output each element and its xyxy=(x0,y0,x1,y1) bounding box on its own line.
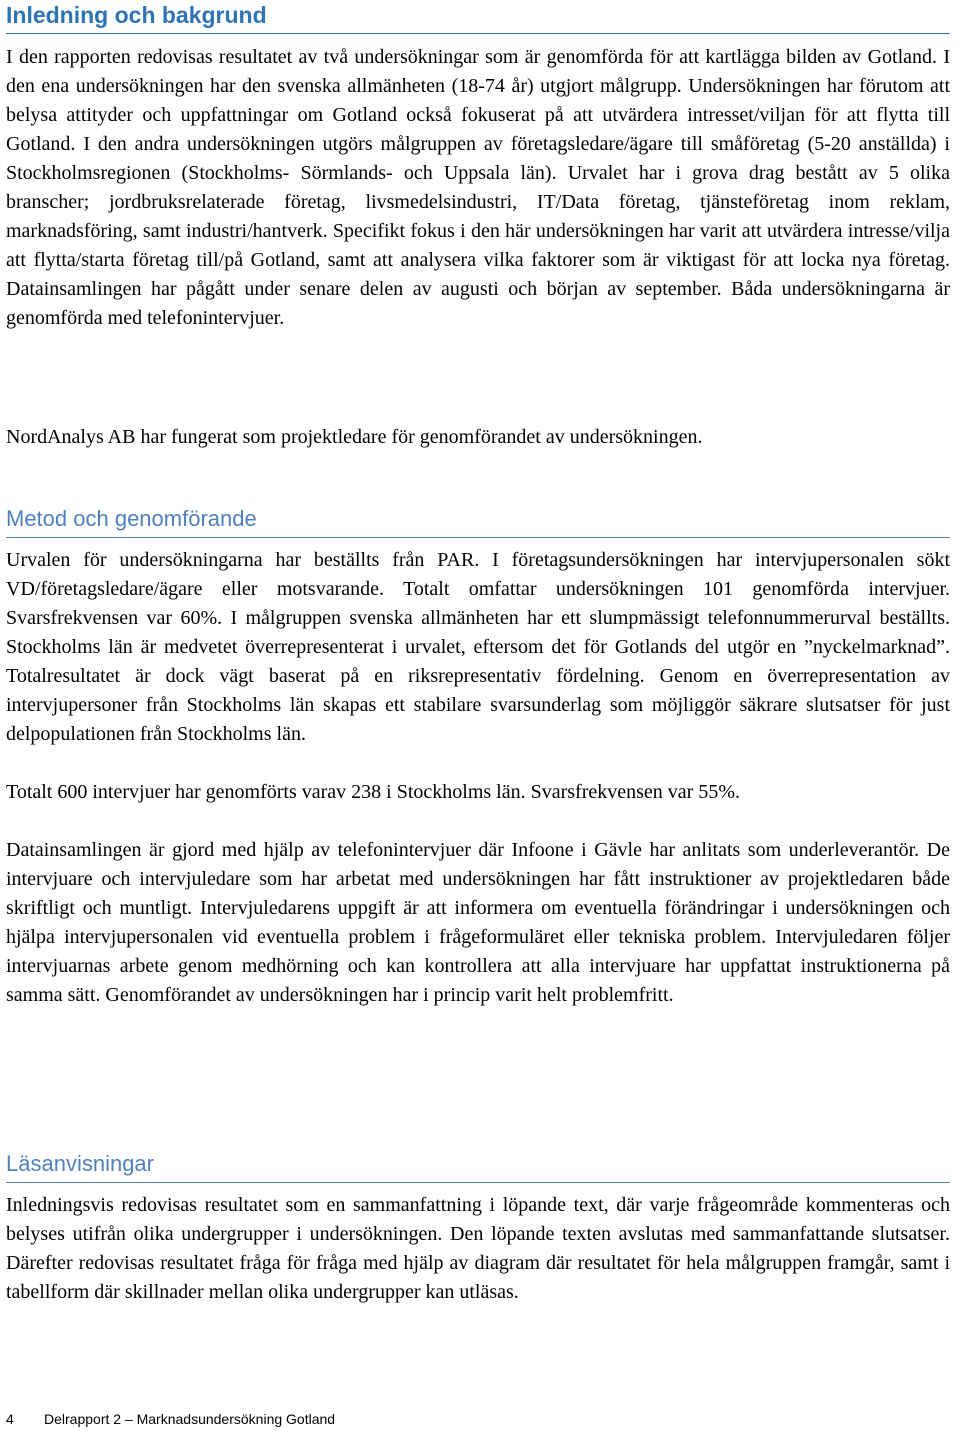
method-total-paragraph: Totalt 600 intervjuer har genomförts varav 238 i Stockholms län. Svarsfrekvensen var 55%. xyxy=(6,781,740,803)
page-number: 4 xyxy=(6,1411,14,1427)
footer-title: Delrapport 2 – Marknadsundersökning Gotland xyxy=(44,1411,336,1427)
intro-projectlead-paragraph: NordAnalys AB har fungerat som projektledare för genomförandet av undersökningen. xyxy=(6,426,703,448)
heading-metod: Metod och genomförande xyxy=(6,504,950,538)
heading-lasanvisningar: Läsanvisningar xyxy=(6,1149,950,1183)
intro-paragraph: I den rapporten redovisas resultatet av två undersökningar som är genomförda för att kartlägga bilden av Gotland. I den ena undersökningen har den svenska allmänheten (18-74 år) utgjort målgrupp. Undersökningen har förutom att belysa attityder och uppfattningar om Gotland också fokuserat på att utvärdera intresset/viljan för att flytta till Gotland. I den andra undersökningen utgörs målgruppen av företagsledare/ägare till småföretag (5-20 anställda) i Stockholmsregionen (Stockholms- Sörmlands- och Uppsala län). Urvalet har i grova drag bestått av 5 olika branscher; jordbruksrelaterade företag, livsmedelsindustri, IT/Data företag, tjänsteföretag inom reklam, marknadsföring, samt industri/hantverk. Specifikt fokus i den här undersökningen har varit att utvärdera intresse/vilja att flytta/starta företag till/på Gotland, samt att analysera vilka faktorer som är viktigast för att locka nya företag. Datainsamlingen har pågått under senare delen av augusti och början av september. Båda undersökningarna är genomförda med telefonintervjuer. xyxy=(6,46,950,329)
reading-paragraph: Inledningsvis redovisas resultatet som en sammanfattning i löpande text, där varje frågeområde kommenteras och belyses utifrån olika undergrupper i undersökningen. Den löpande texten avslutas med sammanfattande slutsatser. Därefter redovisas resultatet fråga för fråga med hjälp av diagram där resultatet för hela målgruppen framgår, samt i tabellform där skillnader mellan olika undergrupper kan utläsas. xyxy=(6,1194,950,1303)
page-footer xyxy=(6,1410,335,1428)
method-paragraph: Urvalen för undersökningarna har beställts från PAR. I företagsundersökningen har intervjupersonalen sökt VD/företagsledare/ägare eller motsvarande. Totalt omfattar undersökningen 101 genomförda intervjuer. Svarsfrekvensen var 60%. I målgruppen svenska allmänheten har ett slumpmässigt telefonnummerurval beställts. Stockholms län är medvetet överrepresenterat i urvalet, eftersom det för Gotlands del utgör en ”nyckelmarknad”. Totalresultatet är dock vägt baserat på en riksrepresentativ fördelning. Genom en överrepresentation av intervjupersoner från Stockholms län skapas ett stabilare svarsunderlag som möjliggör säkrare slutsatser för just delpopulationen från Stockholms län. xyxy=(6,549,950,745)
method-datainsamling-paragraph: Datainsamlingen är gjord med hjälp av telefonintervjuer där Infoone i Gävle har anlitats som underleverantör. De intervjuare och intervjuledare som har arbetat med undersökningen har fått instruktioner av projektledaren både skriftligt och muntligt. Intervjuledarens uppgift är att informera om eventuella förändringar i undersökningen och hjälpa intervjupersonalen vid eventuella problem i frågeformuläret eller tekniska problem. Intervjuledaren följer intervjuarnas arbete genom medhörning och kan kontrollera att alla intervjuare har uppfattat instruktionerna på samma sätt. Genomförandet av undersökningen har i princip varit helt problemfritt. xyxy=(6,839,950,1006)
heading-inledning: Inledning och bakgrund xyxy=(6,0,950,34)
